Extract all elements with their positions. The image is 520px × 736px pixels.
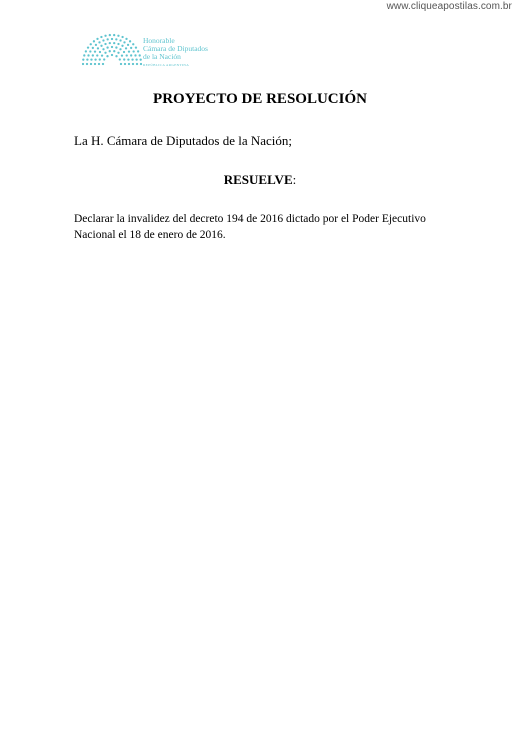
hemicycle-seat — [99, 51, 101, 53]
hemicycle-seat — [102, 39, 104, 41]
hemicycle-seat — [111, 54, 113, 56]
hemicycle-seat — [128, 51, 130, 53]
hemicycle-seat — [92, 54, 94, 56]
hemicycle-seat — [109, 42, 111, 44]
hemicycle-seat — [133, 50, 135, 52]
hemicycle-seat — [123, 58, 125, 60]
hemicycle-seat — [83, 54, 85, 56]
chamber-logo — [82, 30, 242, 70]
hemicycle-seat — [113, 50, 115, 52]
hemicycle-seat — [121, 36, 123, 38]
hemicycle-seat — [130, 54, 132, 56]
hemicycle-seat — [101, 54, 103, 56]
document-title: PROYECTO DE RESOLUCIÓN — [153, 91, 367, 107]
hemicycle-seat — [132, 43, 134, 45]
hemicycle-seat — [119, 39, 121, 41]
logo-text — [143, 37, 208, 68]
hemicycle-seat — [109, 50, 111, 52]
resolves-heading — [0, 172, 520, 188]
hemicycle-seat — [87, 54, 89, 56]
hemicycle-seat — [96, 38, 98, 40]
logo-line-2: Cámara de Diputados — [143, 44, 208, 53]
hemicycle-seat — [140, 59, 142, 61]
hemicycle-seat — [107, 38, 109, 40]
hemicycle-seat — [124, 63, 126, 65]
resolves-word: RESUELVE — [223, 172, 293, 187]
hemicycle-seat — [93, 40, 95, 42]
hemicycle-seat — [121, 54, 123, 56]
resolves-suffix: : — [292, 172, 297, 187]
hemicycle-seat — [119, 48, 121, 50]
hemicycle-seat — [106, 46, 108, 48]
hemicycle-seat — [100, 36, 102, 38]
hemicycle-seat — [117, 35, 119, 37]
hemicycle-seat — [104, 52, 106, 54]
hemicycle-seat — [113, 42, 115, 44]
hemicycle-seat — [130, 47, 132, 49]
hemicycle-seat — [97, 47, 99, 49]
hemicycle-seat — [117, 43, 119, 45]
logo-line-3: de la Nación — [143, 52, 181, 61]
hemicycle-seat — [127, 58, 129, 60]
hemicycle-seat — [90, 43, 92, 45]
hemicycle-seat — [125, 38, 127, 40]
hemicycle-seat — [135, 59, 137, 61]
hemicycle-seat — [99, 58, 101, 60]
logo-line-1: Honorable — [143, 36, 175, 45]
hemicycle-seat — [86, 63, 88, 65]
source-watermark: www.cliqueapostilas.com.br — [386, 1, 512, 12]
hemicycle-seat — [132, 63, 134, 65]
document-addressee: La H. Cámara de Diputados de la Nación; — [74, 133, 293, 148]
hemicycle-seat — [115, 46, 117, 48]
hemicycle-seat — [94, 58, 96, 60]
hemicycle-seat — [136, 63, 138, 65]
hemicycle-seat — [137, 50, 139, 52]
hemicycle-seat — [92, 47, 94, 49]
hemicycle-seat — [125, 47, 127, 49]
hemicycle-seat — [139, 54, 141, 56]
hemicycle-seat — [113, 34, 115, 36]
hemicycle-seat — [87, 47, 89, 49]
hemicycle-seat — [90, 63, 92, 65]
hemicycle-seat — [115, 55, 117, 57]
hemicycle-seat — [104, 35, 106, 37]
hemicycle-seat — [134, 54, 136, 56]
hemicycle-seat — [126, 54, 128, 56]
hemicycle-icon — [82, 30, 142, 70]
resolution-body: Declarar la invalidez del decreto 194 de 2016 dictado por el Poder Ejecutivo Nacional el 18 de enero de 2016. — [74, 213, 426, 241]
hemicycle-seat — [135, 47, 137, 49]
hemicycle-seat — [94, 63, 96, 65]
hemicycle-seat — [95, 44, 97, 46]
hemicycle-seat — [123, 51, 125, 53]
hemicycle-seat — [109, 34, 111, 36]
hemicycle-seat — [102, 63, 104, 65]
hemicycle-seat — [82, 63, 84, 65]
hemicycle-seat — [86, 59, 88, 61]
hemicycle-seat — [115, 38, 117, 40]
hemicycle-seat — [131, 58, 133, 60]
hemicycle-seat — [90, 58, 92, 60]
logo-subline: REPÚBLICA ARGENTINA — [143, 63, 190, 67]
hemicycle-seat — [111, 38, 113, 40]
hemicycle-seat — [94, 51, 96, 53]
hemicycle-seat — [98, 41, 100, 43]
hemicycle-seat — [123, 41, 125, 43]
hemicycle-seat — [117, 52, 119, 54]
hemicycle-seat — [129, 40, 131, 42]
hemicycle-seat — [85, 50, 87, 52]
hemicycle-seat — [140, 63, 142, 65]
hemicycle-seat — [119, 58, 121, 60]
hemicycle-seat — [127, 44, 129, 46]
hemicycle-seat — [121, 45, 123, 47]
hemicycle-seat — [111, 46, 113, 48]
hemicycle-seat — [98, 63, 100, 65]
hemicycle-seat — [100, 45, 102, 47]
hemicycle-seat — [102, 48, 104, 50]
hemicycle-seat — [82, 59, 84, 61]
hemicycle-seat — [96, 54, 98, 56]
hemicycle-seat — [120, 63, 122, 65]
hemicycle-seat — [128, 63, 130, 65]
hemicycle-seat — [104, 43, 106, 45]
hemicycle-seat — [89, 50, 91, 52]
hemicycle-seat — [103, 58, 105, 60]
hemicycle-seat — [106, 55, 108, 57]
